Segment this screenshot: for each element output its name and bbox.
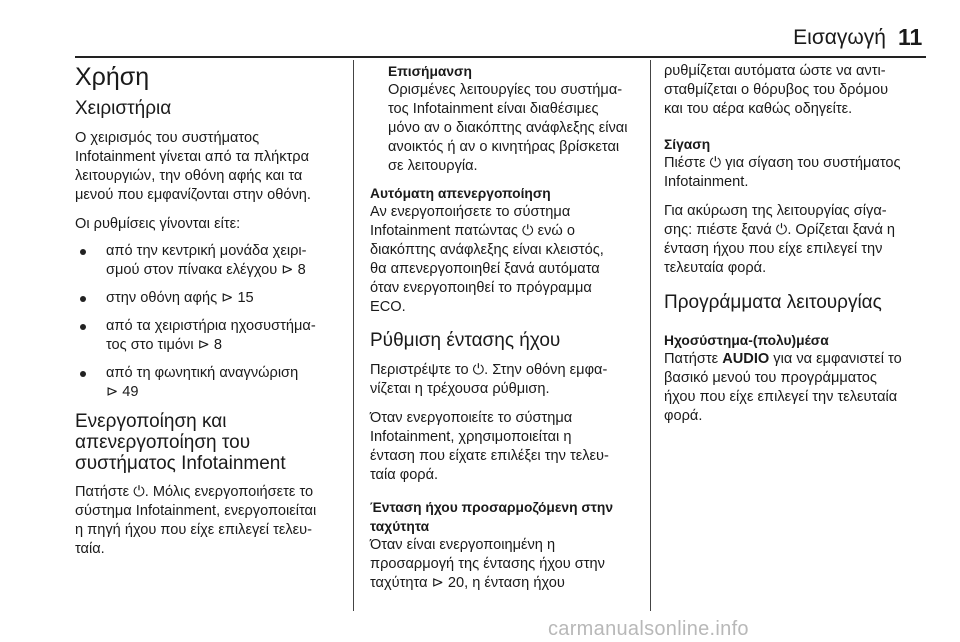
page-link[interactable]: στην οθόνη αφής ⊳ 15 bbox=[106, 290, 254, 306]
text-line: λειτουργιών, την οθόνη αφής και τα bbox=[75, 168, 303, 184]
subheading-auto-off: Αυτόματη απενεργοποίηση bbox=[370, 186, 551, 201]
text-line: φορά. bbox=[664, 408, 703, 424]
paragraph-auto-off bbox=[370, 203, 645, 317]
text-line: Infotainment πατώντας ⏻ ενώ ο bbox=[370, 223, 575, 239]
heading-volume: Ρύθμιση έντασης ήχου bbox=[370, 330, 561, 351]
text-line: ταία. bbox=[75, 541, 105, 557]
paragraph-volume-memory bbox=[370, 409, 645, 485]
text-line: βασικό μενού του προγράμματος bbox=[664, 370, 877, 386]
audio-key-label: AUDIO bbox=[722, 351, 770, 367]
column-2 bbox=[370, 62, 645, 603]
text-line: και του αέρα καθώς οδηγείτε. bbox=[664, 101, 853, 117]
paragraph-mute bbox=[664, 154, 939, 192]
page-link[interactable]: σμού στον πίνακα ελέγχου ⊳ 8 bbox=[106, 262, 306, 278]
text-line: νίζεται η τρέχουσα ρύθμιση. bbox=[370, 381, 550, 397]
text-line: Ο χειρισμός του συστήματος bbox=[75, 130, 260, 146]
notice-box bbox=[370, 62, 645, 176]
bullet-icon bbox=[80, 249, 86, 255]
page-number: 11 bbox=[898, 24, 923, 50]
list-item bbox=[75, 289, 345, 308]
heading-power bbox=[75, 411, 345, 474]
text-fragment: για να εμφανιστεί το bbox=[769, 351, 902, 367]
text-line: Ορισμένες λειτουργίες του συστήμα- bbox=[388, 82, 623, 98]
text-line: Για ακύρωση της λειτουργίας σίγα- bbox=[664, 203, 887, 219]
list-item bbox=[75, 317, 345, 355]
text-line: ECO. bbox=[370, 299, 406, 315]
column-3 bbox=[664, 62, 939, 436]
heading-controls: Χειριστήρια bbox=[75, 98, 172, 119]
text-line: Όταν ενεργοποιείτε το σύστημα bbox=[370, 410, 573, 426]
heading-line: απενεργοποίηση του bbox=[75, 432, 251, 453]
subheading-audio: Ηχοσύστημα-(πολυ)μέσα bbox=[664, 333, 829, 348]
list-item bbox=[75, 364, 345, 402]
text-line: Πιέστε ⏻ για σίγαση του συστήματος bbox=[664, 155, 901, 171]
text-line: από τα χειριστήρια ηχοσυστήμα- bbox=[106, 318, 316, 334]
text-line: από την κεντρική μονάδα χειρι- bbox=[106, 243, 307, 259]
list-item bbox=[75, 242, 345, 280]
heading-line: συστήματος Infotainment bbox=[75, 453, 286, 474]
paragraph-audio bbox=[664, 350, 939, 426]
text-line: σε λειτουργία. bbox=[388, 158, 478, 174]
text-line: διακόπτης ανάφλεξης είναι κλειστός, bbox=[370, 242, 604, 258]
text-line: ήχου που είχε επιλεγεί την τελευταία bbox=[664, 389, 898, 405]
heading-line: Ενεργοποίηση και bbox=[75, 411, 227, 432]
bullet-icon bbox=[80, 371, 86, 377]
column-divider-2 bbox=[650, 60, 651, 611]
paragraph-controls bbox=[75, 129, 345, 205]
page-link[interactable]: τος στο τιμόνι ⊳ 8 bbox=[106, 337, 223, 353]
text-line: Πατήστε ⏻. Μόλις ενεργοποιήσετε το bbox=[75, 484, 314, 500]
text-line: όταν ενεργοποιηθεί το πρόγραμμα bbox=[370, 280, 592, 296]
text-line: σης: πιέστε ξανά ⏻. Ορίζεται ξανά η bbox=[664, 222, 896, 238]
text-line: ένταση που είχατε επιλέξει την τελευ- bbox=[370, 448, 609, 464]
text-line: ρυθμίζεται αυτόματα ώστε να αντι- bbox=[664, 63, 886, 79]
text-line: Infotainment γίνεται από τα πλήκτρα bbox=[75, 149, 310, 165]
text-line: θα απενεργοποιηθεί ξανά αυτόματα bbox=[370, 261, 600, 277]
paragraph-power bbox=[75, 483, 345, 559]
text-line: Περιστρέψτε το ⏻. Στην οθόνη εμφα- bbox=[370, 362, 608, 378]
text-line: μενού που εμφανίζονται στην οθόνη. bbox=[75, 187, 311, 203]
text-line: Infotainment. bbox=[664, 174, 749, 190]
header-rule bbox=[75, 56, 926, 58]
paragraph-settings: Οι ρυθμίσεις γίνονται είτε: bbox=[75, 216, 241, 232]
text-line: Αν ενεργοποιήσετε το σύστημα bbox=[370, 204, 571, 220]
section-title: Εισαγωγή bbox=[793, 26, 886, 49]
subheading-mute: Σίγαση bbox=[664, 137, 711, 152]
text-line: τος Infotainment είναι διαθέσιμες bbox=[388, 101, 599, 117]
subheading-speed-volume bbox=[370, 498, 645, 536]
heading-modes: Προγράμματα λειτουργίας bbox=[664, 292, 882, 313]
text-line: ανοικτός ή αν ο κινητήρας βρίσκεται bbox=[388, 139, 620, 155]
paragraph-unmute bbox=[664, 202, 939, 278]
text-line: τελευταία φορά. bbox=[664, 260, 767, 276]
notice-title: Επισήμανση bbox=[388, 64, 472, 79]
text-line: σταθμίζεται ο θόρυβος του δρόμου bbox=[664, 82, 889, 98]
text-line: ένταση ήχου που είχε επιλεγεί την bbox=[664, 241, 883, 257]
text-line: προσαρμογή της έντασης ήχου στην bbox=[370, 556, 605, 572]
watermark: carmanualsonline.info bbox=[548, 618, 749, 640]
bullet-icon bbox=[80, 324, 86, 330]
paragraph-continued bbox=[664, 62, 939, 119]
text-line: Infotainment, χρησιμοποιείται η bbox=[370, 429, 572, 445]
settings-list bbox=[75, 242, 345, 402]
paragraph-volume bbox=[370, 361, 645, 399]
text-line: μόνο αν ο διακόπτης ανάφλεξης είναι bbox=[388, 120, 628, 136]
bullet-icon bbox=[80, 296, 86, 302]
text-line: Όταν είναι ενεργοποιημένη η bbox=[370, 537, 556, 553]
heading-usage: Χρήση bbox=[75, 63, 150, 91]
text-fragment: Πατήστε bbox=[664, 351, 723, 367]
page-link[interactable]: ⊳ 49 bbox=[106, 384, 139, 400]
text-line: ταία φορά. bbox=[370, 467, 439, 483]
text-line: ταχύτητα ⊳ 20, η ένταση ήχου bbox=[370, 575, 565, 591]
column-1 bbox=[75, 62, 345, 569]
text-line: από τη φωνητική αναγνώριση bbox=[106, 365, 299, 381]
text-line: σύστημα Infotainment, ενεργοποιείται bbox=[75, 503, 317, 519]
paragraph-speed-volume bbox=[370, 536, 645, 593]
text-line: Ένταση ήχου προσαρμοζόμενη στην bbox=[370, 500, 614, 515]
text-line: η πηγή ήχου που είχε επιλεγεί τελευ- bbox=[75, 522, 312, 538]
text-line: ταχύτητα bbox=[370, 519, 430, 534]
column-divider-1 bbox=[353, 60, 354, 611]
